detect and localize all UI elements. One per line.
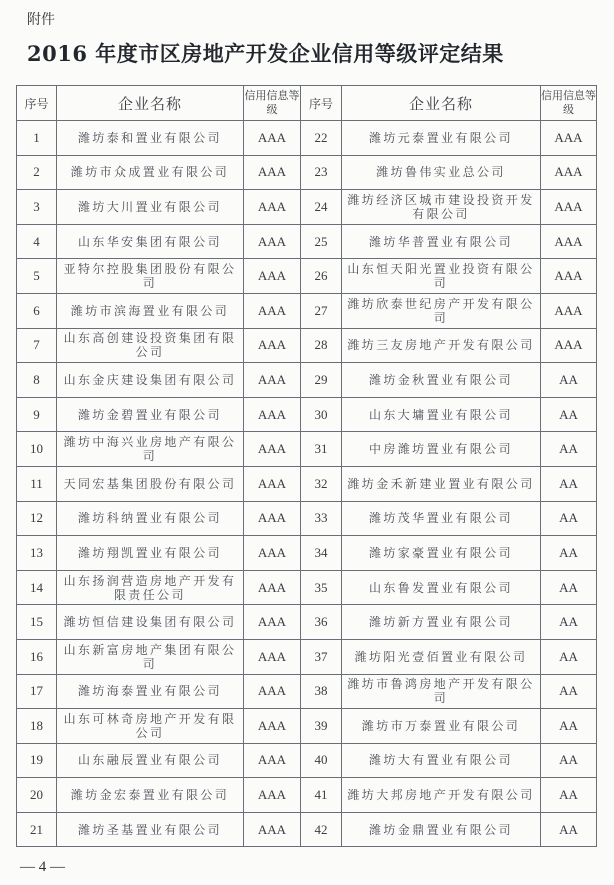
company-name-cell: 潍坊大有置业有限公司	[342, 743, 541, 778]
credit-grade-cell: AAA	[244, 259, 301, 294]
company-name-cell: 潍坊元泰置业有限公司	[342, 121, 541, 156]
serial-number-cell: 5	[17, 259, 57, 294]
credit-grade-cell: AA	[541, 501, 597, 536]
company-name-cell: 潍坊家豪置业有限公司	[342, 536, 541, 571]
company-name-cell: 潍坊恒信建设集团有限公司	[57, 605, 244, 640]
serial-number-cell: 18	[17, 709, 57, 744]
credit-grade-cell: AA	[541, 432, 597, 467]
credit-grade-cell: AAA	[541, 224, 597, 259]
credit-grade-cell: AAA	[541, 155, 597, 190]
company-name-cell: 潍坊金禾新建业置业有限公司	[342, 466, 541, 501]
serial-number-cell: 28	[301, 328, 342, 363]
serial-number-cell: 37	[301, 639, 342, 674]
serial-number-cell: 6	[17, 293, 57, 328]
serial-number-cell: 15	[17, 605, 57, 640]
credit-grade-cell: AAA	[541, 328, 597, 363]
attachment-label: 附件	[27, 12, 55, 28]
credit-grade-cell: AAA	[244, 293, 301, 328]
credit-grade-cell: AA	[541, 778, 597, 813]
serial-number-cell: 7	[17, 328, 57, 363]
company-name-cell: 天同宏基集团股份有限公司	[57, 466, 244, 501]
serial-number-cell: 16	[17, 639, 57, 674]
company-name-cell: 潍坊华普置业有限公司	[342, 224, 541, 259]
serial-number-cell: 36	[301, 605, 342, 640]
credit-grade-cell: AAA	[244, 466, 301, 501]
company-name-cell: 潍坊金鼎置业有限公司	[342, 812, 541, 847]
table-row	[17, 743, 597, 778]
company-name-cell: 潍坊茂华置业有限公司	[342, 501, 541, 536]
serial-number-cell: 12	[17, 501, 57, 536]
company-name-cell: 潍坊泰和置业有限公司	[57, 121, 244, 156]
company-name-cell: 潍坊金秋置业有限公司	[342, 363, 541, 398]
company-name-cell: 中房潍坊置业有限公司	[342, 432, 541, 467]
credit-grade-cell: AAA	[541, 190, 597, 225]
company-name-cell: 潍坊新方置业有限公司	[342, 605, 541, 640]
table-row	[17, 155, 597, 190]
company-name-cell: 亚特尔控股集团股份有限公司	[57, 259, 244, 294]
credit-grade-cell: AAA	[244, 709, 301, 744]
credit-grade-cell: AAA	[244, 328, 301, 363]
serial-number-cell: 27	[301, 293, 342, 328]
credit-grade-cell: AAA	[244, 501, 301, 536]
table-row	[17, 190, 597, 225]
credit-grade-cell: AAA	[244, 432, 301, 467]
table-row	[17, 605, 597, 640]
company-name-cell: 山东高创建设投资集团有限公司	[57, 328, 244, 363]
table-row	[17, 363, 597, 398]
table-row	[17, 432, 597, 467]
serial-number-cell: 9	[17, 397, 57, 432]
document-title: 2016 年度市区房地产开发企业信用等级评定结果	[27, 41, 504, 66]
serial-number-cell: 4	[17, 224, 57, 259]
serial-number-cell: 31	[301, 432, 342, 467]
credit-rating-table	[16, 85, 597, 847]
company-name-cell: 潍坊市万泰置业有限公司	[342, 709, 541, 744]
serial-number-cell: 32	[301, 466, 342, 501]
company-name-cell: 潍坊科纳置业有限公司	[57, 501, 244, 536]
company-name-cell: 山东新富房地产集团有限公司	[57, 639, 244, 674]
credit-grade-cell: AAA	[244, 639, 301, 674]
credit-grade-cell: AAA	[244, 570, 301, 605]
header-company-name: 企业名称	[57, 86, 244, 121]
table-row	[17, 293, 597, 328]
table-row	[17, 397, 597, 432]
credit-grade-cell: AAA	[244, 397, 301, 432]
credit-grade-cell: AAA	[244, 605, 301, 640]
serial-number-cell: 1	[17, 121, 57, 156]
company-name-cell: 山东融辰置业有限公司	[57, 743, 244, 778]
header-company-name: 企业名称	[342, 86, 541, 121]
serial-number-cell: 8	[17, 363, 57, 398]
table-row	[17, 121, 597, 156]
company-name-cell: 潍坊金碧置业有限公司	[57, 397, 244, 432]
serial-number-cell: 41	[301, 778, 342, 813]
header-serial-number: 序号	[301, 86, 342, 121]
serial-number-cell: 20	[17, 778, 57, 813]
credit-grade-cell: AA	[541, 536, 597, 571]
credit-grade-cell: AA	[541, 466, 597, 501]
company-name-cell: 山东恒天阳光置业投资有限公司	[342, 259, 541, 294]
serial-number-cell: 26	[301, 259, 342, 294]
company-name-cell: 潍坊三友房地产开发有限公司	[342, 328, 541, 363]
company-name-cell: 潍坊阳光壹佰置业有限公司	[342, 639, 541, 674]
serial-number-cell: 21	[17, 812, 57, 847]
credit-grade-cell: AAA	[244, 743, 301, 778]
company-name-cell: 山东大墉置业有限公司	[342, 397, 541, 432]
serial-number-cell: 17	[17, 674, 57, 709]
credit-grade-cell: AA	[541, 570, 597, 605]
company-name-cell: 潍坊欣泰世纪房产开发有限公司	[342, 293, 541, 328]
company-name-cell: 潍坊大邦房地产开发有限公司	[342, 778, 541, 813]
credit-grade-cell: AA	[541, 363, 597, 398]
header-credit-grade: 信用信息等级	[244, 86, 301, 121]
company-name-cell: 潍坊大川置业有限公司	[57, 190, 244, 225]
header-credit-grade: 信用信息等级	[541, 86, 597, 121]
table-row	[17, 709, 597, 744]
credit-grade-cell: AAA	[244, 536, 301, 571]
table-header-row	[17, 86, 597, 121]
serial-number-cell: 29	[301, 363, 342, 398]
serial-number-cell: 33	[301, 501, 342, 536]
serial-number-cell: 42	[301, 812, 342, 847]
credit-grade-cell: AA	[541, 674, 597, 709]
company-name-cell: 潍坊金宏泰置业有限公司	[57, 778, 244, 813]
serial-number-cell: 35	[301, 570, 342, 605]
credit-grade-cell: AA	[541, 743, 597, 778]
credit-grade-cell: AA	[541, 605, 597, 640]
table-row	[17, 259, 597, 294]
company-name-cell: 山东华安集团有限公司	[57, 224, 244, 259]
credit-grade-cell: AAA	[541, 121, 597, 156]
serial-number-cell: 39	[301, 709, 342, 744]
table-row	[17, 570, 597, 605]
company-name-cell: 潍坊市滨海置业有限公司	[57, 293, 244, 328]
credit-grade-cell: AAA	[244, 224, 301, 259]
credit-grade-cell: AAA	[541, 259, 597, 294]
serial-number-cell: 3	[17, 190, 57, 225]
credit-grade-cell: AA	[541, 812, 597, 847]
company-name-cell: 山东扬润营造房地产开发有限责任公司	[57, 570, 244, 605]
company-name-cell: 山东金庆建设集团有限公司	[57, 363, 244, 398]
company-name-cell: 潍坊翔凯置业有限公司	[57, 536, 244, 571]
header-serial-number: 序号	[17, 86, 57, 121]
table-row	[17, 639, 597, 674]
serial-number-cell: 38	[301, 674, 342, 709]
company-name-cell: 潍坊圣基置业有限公司	[57, 812, 244, 847]
credit-grade-cell: AAA	[541, 293, 597, 328]
serial-number-cell: 25	[301, 224, 342, 259]
serial-number-cell: 22	[301, 121, 342, 156]
credit-grade-cell: AAA	[244, 674, 301, 709]
company-name-cell: 潍坊中海兴业房地产有限公司	[57, 432, 244, 467]
table-row	[17, 466, 597, 501]
credit-grade-cell: AAA	[244, 121, 301, 156]
company-name-cell: 潍坊海泰置业有限公司	[57, 674, 244, 709]
serial-number-cell: 34	[301, 536, 342, 571]
serial-number-cell: 40	[301, 743, 342, 778]
serial-number-cell: 11	[17, 466, 57, 501]
serial-number-cell: 13	[17, 536, 57, 571]
table-row	[17, 812, 597, 847]
company-name-cell: 潍坊市众成置业有限公司	[57, 155, 244, 190]
credit-grade-cell: AA	[541, 397, 597, 432]
credit-grade-cell: AAA	[244, 812, 301, 847]
table-row	[17, 778, 597, 813]
serial-number-cell: 14	[17, 570, 57, 605]
page-number: — 4 —	[20, 859, 65, 875]
table-row	[17, 328, 597, 363]
table-row	[17, 224, 597, 259]
company-name-cell: 山东可林奇房地产开发有限公司	[57, 709, 244, 744]
table-row	[17, 674, 597, 709]
credit-grade-cell: AAA	[244, 363, 301, 398]
serial-number-cell: 23	[301, 155, 342, 190]
serial-number-cell: 30	[301, 397, 342, 432]
table-row	[17, 536, 597, 571]
credit-grade-cell: AA	[541, 709, 597, 744]
company-name-cell: 潍坊市鲁鸿房地产开发有限公司	[342, 674, 541, 709]
company-name-cell: 山东鲁发置业有限公司	[342, 570, 541, 605]
serial-number-cell: 24	[301, 190, 342, 225]
credit-grade-cell: AA	[541, 639, 597, 674]
company-name-cell: 潍坊经济区城市建设投资开发有限公司	[342, 190, 541, 225]
serial-number-cell: 19	[17, 743, 57, 778]
table-row	[17, 501, 597, 536]
serial-number-cell: 10	[17, 432, 57, 467]
credit-grade-cell: AAA	[244, 155, 301, 190]
credit-grade-cell: AAA	[244, 778, 301, 813]
company-name-cell: 潍坊鲁伟实业总公司	[342, 155, 541, 190]
serial-number-cell: 2	[17, 155, 57, 190]
credit-grade-cell: AAA	[244, 190, 301, 225]
